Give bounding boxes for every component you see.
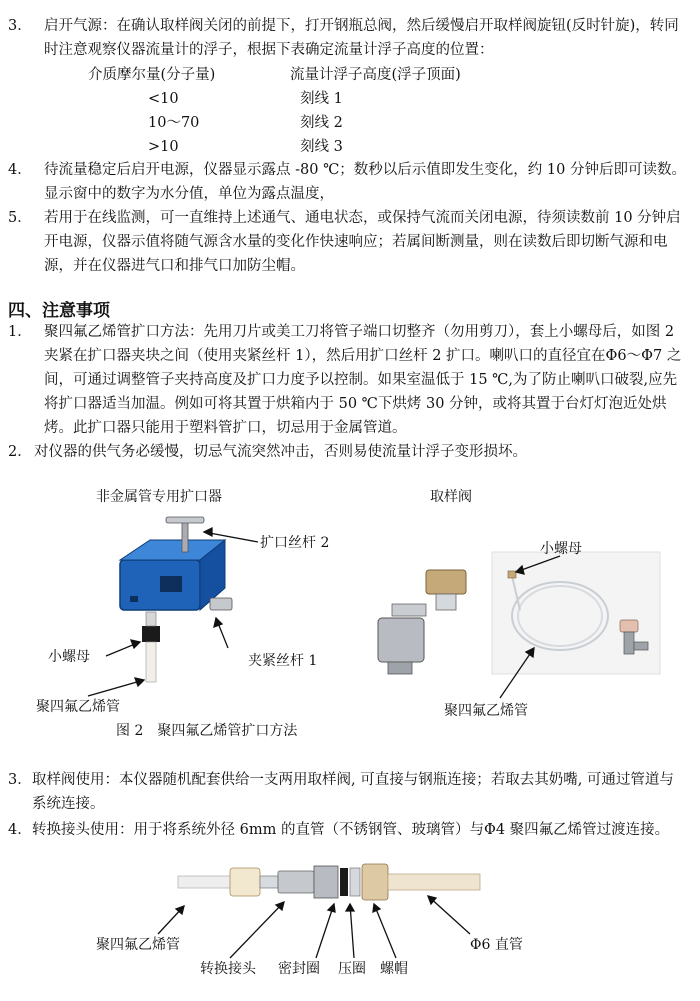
item-number: 4． (8, 822, 32, 838)
label-nut-cap: 螺帽 (380, 961, 408, 977)
table-header-cell: 介质摩尔量(分子量) (88, 67, 216, 83)
table-header-cell: 流量计浮子高度(浮子顶面) (290, 67, 461, 83)
sampling-valve-image (378, 570, 466, 674)
list-item (8, 818, 688, 866)
table-cell: <10 (148, 91, 179, 107)
item-number: 2． (8, 444, 32, 460)
item-number: 3． (8, 772, 32, 788)
item-text: 取样阀使用：本仪器随机配套供给一支两用取样阀, 可直接与钢瓶连接；若取去其奶嘴, 可通过管道与系统连接。 (32, 772, 674, 812)
item-number: 5． (8, 210, 32, 226)
adapter-assembly-image (178, 864, 480, 900)
table-cell: 10～70 (148, 115, 200, 131)
item-number: 4． (8, 162, 32, 178)
figure-title-sampling-valve: 取样阀 (430, 489, 472, 505)
label-ptfe-tube: 聚四氟乙烯管 (36, 699, 120, 715)
item-text: 待流量稳定后启开电源，仪器显示露点 -80 ℃；数秒以后示值即发生变化，约 10 分钟后即可读数。显示窗中的数字为水分值，单位为露点温度， (44, 162, 686, 202)
table-cell: >10 (148, 139, 179, 155)
label-small-nut: 小螺母 (48, 649, 90, 665)
item-number: 3． (8, 18, 32, 34)
label-press-ring: 压圈 (338, 961, 366, 977)
table-cell: 刻线 3 (300, 139, 343, 155)
item-text: 对仪器的供气务必缓慢，切忌气流突然冲击，否则易使流量计浮子变形损坏。 (34, 444, 527, 460)
label-expand-screw: 扩口丝杆 2 (260, 535, 330, 551)
item-text: 若用于在线监测，可一直维持上述通气、通电状态，或保持气流而关闭电源，待须读数前 10 分钟启开电源，仪器示值将随气源含水量的变化作快速响应；若属间断测量，则在读数后即切断气源和电源，并在仪器进气口和排气口加防尘帽。 (44, 210, 681, 274)
list-item (8, 768, 688, 816)
figure-caption: 图 2 聚四氟乙烯管扩口方法 (116, 723, 298, 739)
item-text: 转换接头使用：用于将系统外径 6mm 的直管（不锈钢管、玻璃管）与Φ4 聚四氟乙烯管过渡连接。 (32, 822, 670, 838)
figure-title-expander: 非金属管专用扩口器 (96, 489, 222, 505)
table-cell: 刻线 1 (300, 91, 343, 107)
label-seal-ring: 密封圈 (278, 961, 320, 977)
label-clamp-screw: 夹紧丝杆 1 (248, 653, 318, 669)
item-text: 启开气源：在确认取样阀关闭的前提下，打开钢瓶总阀，然后缓慢启开取样阀旋钮(反时针旋)，转同时注意观察仪器流量计的浮子，根据下表确定流量计浮子高度的位置： (44, 18, 679, 58)
label-adapter: 转换接头 (200, 961, 256, 977)
item-text: 聚四氟乙烯管扩口方法：先用刀片或美工刀将管子端口切整齐（勿用剪刀），套上小螺母后，如图 2 夹紧在扩口器夹块之间（使用夹紧丝杆 1），然后用扩口丝杆 2 扩口。喇叭口的直径宜在Φ6～Φ7 之间，可通过调整管子夹持高度及扩口力度予以控制。如果室温低于 15 ℃,为了防止喇叭口破裂,应先将扩口器适当加温。例如可将其置于烘箱内于 50 ℃下烘烤 30 分钟，或将其置于台灯灯泡近处烘烤。此扩口器只能用于塑料管扩口，切忌用于金属管道。 (44, 324, 682, 436)
label-ptfe-tube-right: 聚四氟乙烯管 (444, 703, 528, 719)
label-small-nut-right: 小螺母 (540, 541, 582, 557)
item-number: 1． (8, 324, 32, 340)
table-cell: 刻线 2 (300, 115, 343, 131)
flaring-tool-image (120, 517, 232, 682)
section-heading: 四、注意事项 (8, 301, 110, 321)
label-straight-pipe: Φ6 直管 (470, 937, 523, 953)
label-ptfe-tube-adapter: 聚四氟乙烯管 (96, 937, 180, 953)
